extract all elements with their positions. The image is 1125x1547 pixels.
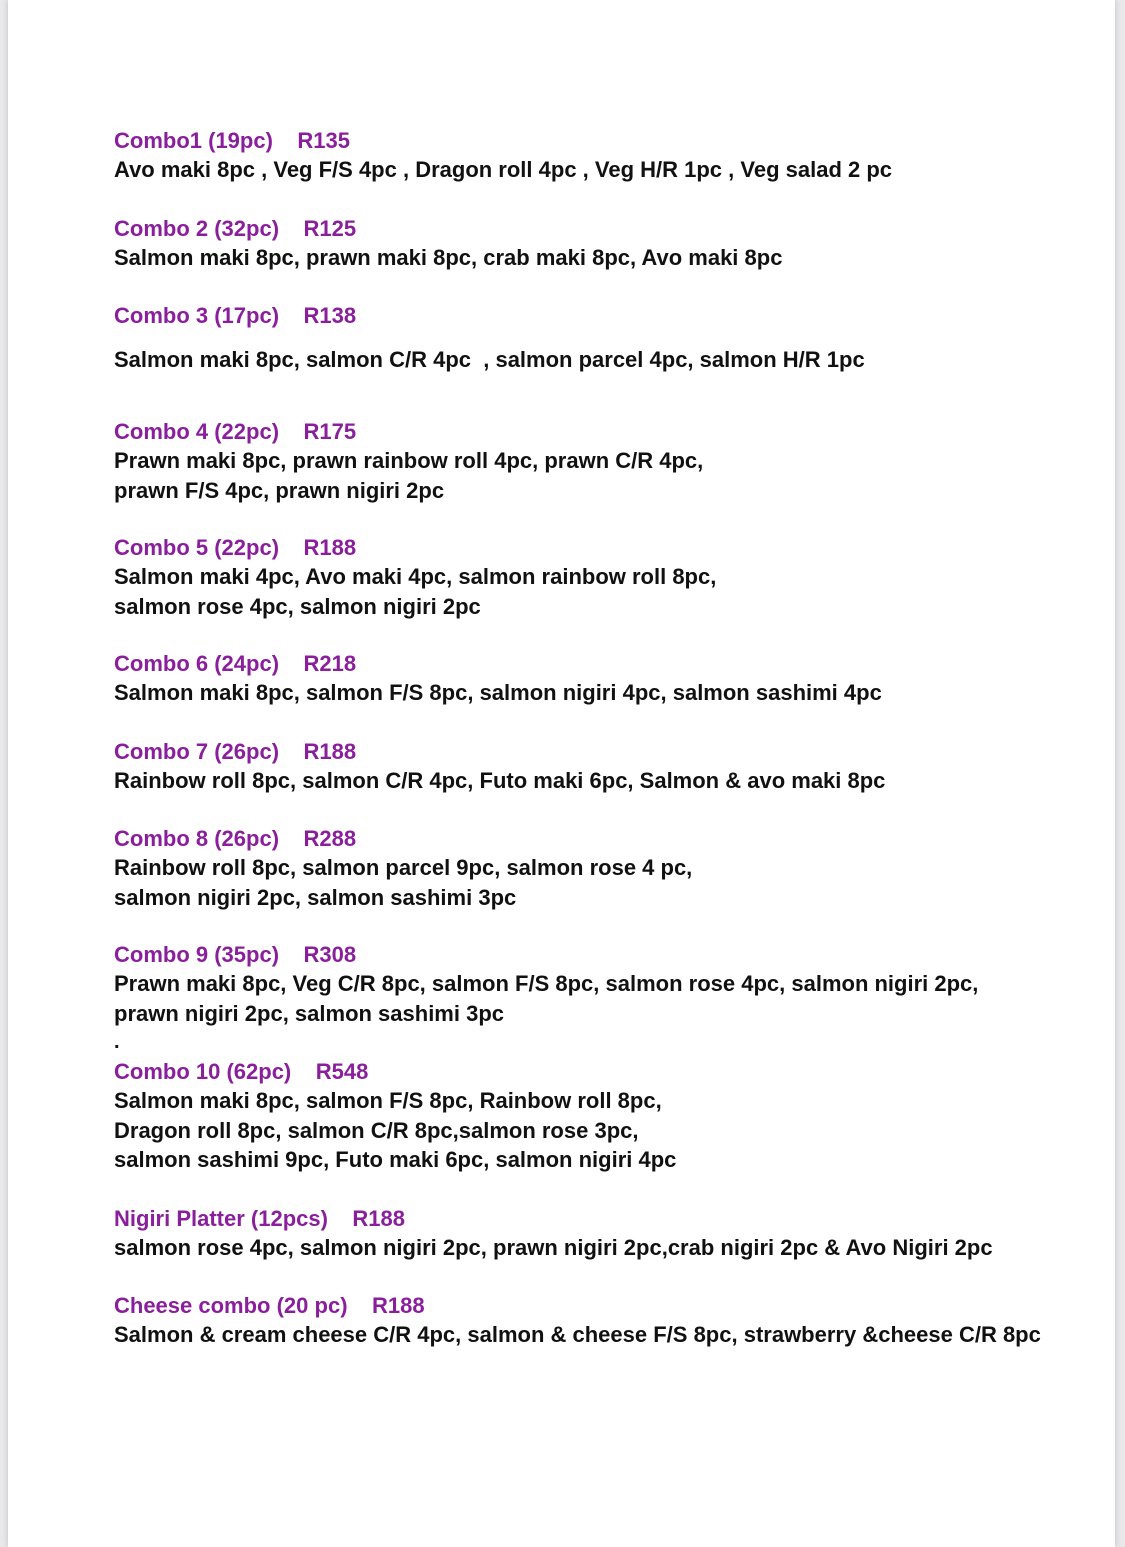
item-title: Combo1 (19pc) R135 (114, 128, 350, 153)
item-line: Salmon maki 8pc, prawn maki 8pc, crab maki 8pc, Avo maki 8pc (114, 245, 783, 270)
item-title: Combo 7 (26pc) R188 (114, 739, 357, 764)
item-line: prawn F/S 4pc, prawn nigiri 2pc (114, 477, 445, 503)
menu-item-combo-9 (114, 940, 1104, 1028)
item-description (114, 562, 1104, 621)
menu-item-combo-3 (114, 301, 1104, 375)
item-line: Salmon maki 8pc, salmon F/S 8pc, salmon nigiri 4pc, salmon sashimi 4pc (114, 680, 882, 705)
item-line: salmon rose 4pc, salmon nigiri 2pc, prawn nigiri 2pc,crab nigiri 2pc & Avo Nigiri 2pc (114, 1235, 993, 1260)
menu-item-combo-7 (114, 737, 1104, 796)
item-line: Dragon roll 8pc, salmon C/R 8pc,salmon rose 3pc, (114, 1117, 639, 1143)
item-title: Combo 8 (26pc) R288 (114, 826, 357, 851)
item-title: Combo 5 (22pc) R188 (114, 535, 357, 560)
menu-page (8, 0, 1115, 1547)
menu-item-nigiri-platter (114, 1204, 1104, 1263)
item-description (114, 1086, 1104, 1175)
item-description (114, 678, 1104, 708)
item-title: Combo 10 (62pc) R548 (114, 1059, 369, 1084)
menu-item-combo-8 (114, 824, 1104, 912)
menu-item-combo-5 (114, 533, 1104, 621)
menu-item-combo-6 (114, 649, 1104, 708)
item-title: Combo 6 (24pc) R218 (114, 651, 357, 676)
item-title: Combo 9 (35pc) R308 (114, 942, 357, 967)
item-description (114, 1233, 1104, 1263)
item-line: Salmon maki 4pc, Avo maki 4pc, salmon rainbow roll 8pc, (114, 564, 717, 589)
item-line: Prawn maki 8pc, prawn rainbow roll 4pc, prawn C/R 4pc, (114, 448, 704, 473)
item-line: salmon nigiri 2pc, salmon sashimi 3pc (114, 884, 517, 910)
separator-dot: . (114, 1031, 120, 1053)
item-line: Avo maki 8pc , Veg F/S 4pc , Dragon roll 4pc , Veg H/R 1pc , Veg salad 2 pc (114, 157, 893, 182)
menu-item-cheese-combo (114, 1291, 1104, 1350)
item-description (114, 155, 1104, 185)
item-line: salmon sashimi 9pc, Futo maki 6pc, salmon nigiri 4pc (114, 1147, 677, 1172)
menu-item-combo-4 (114, 417, 1104, 505)
item-line: Prawn maki 8pc, Veg C/R 8pc, salmon F/S 8pc, salmon rose 4pc, salmon nigiri 2pc, (114, 971, 979, 996)
item-description (114, 766, 1104, 796)
menu-item-combo-2 (114, 214, 1104, 273)
item-title: Cheese combo (20 pc) R188 (114, 1293, 425, 1318)
item-description (114, 853, 1104, 912)
item-line: Salmon & cream cheese C/R 4pc, salmon & cheese F/S 8pc, strawberry &cheese C/R 8pc (114, 1322, 1041, 1347)
item-line: salmon rose 4pc, salmon nigiri 2pc (114, 593, 481, 619)
menu-item-combo-1 (114, 126, 1104, 185)
item-line: Rainbow roll 8pc, salmon parcel 9pc, salmon rose 4 pc, (114, 855, 693, 880)
item-description (114, 969, 1104, 1028)
item-description (114, 446, 1104, 505)
menu-item-combo-10 (114, 1057, 1104, 1175)
item-line: Salmon maki 8pc, salmon F/S 8pc, Rainbow roll 8pc, (114, 1088, 662, 1113)
item-line: Rainbow roll 8pc, salmon C/R 4pc, Futo maki 6pc, Salmon & avo maki 8pc (114, 768, 886, 793)
item-title: Combo 3 (17pc) R138 (114, 303, 357, 328)
item-title: Combo 2 (32pc) R125 (114, 216, 357, 241)
item-description (114, 1320, 1104, 1350)
item-description (114, 345, 1104, 375)
item-title: Combo 4 (22pc) R175 (114, 419, 357, 444)
item-line: Salmon maki 8pc, salmon C/R 4pc , salmon parcel 4pc, salmon H/R 1pc (114, 347, 865, 372)
item-description (114, 243, 1104, 273)
item-title: Nigiri Platter (12pcs) R188 (114, 1206, 405, 1231)
item-line: prawn nigiri 2pc, salmon sashimi 3pc (114, 1000, 505, 1026)
